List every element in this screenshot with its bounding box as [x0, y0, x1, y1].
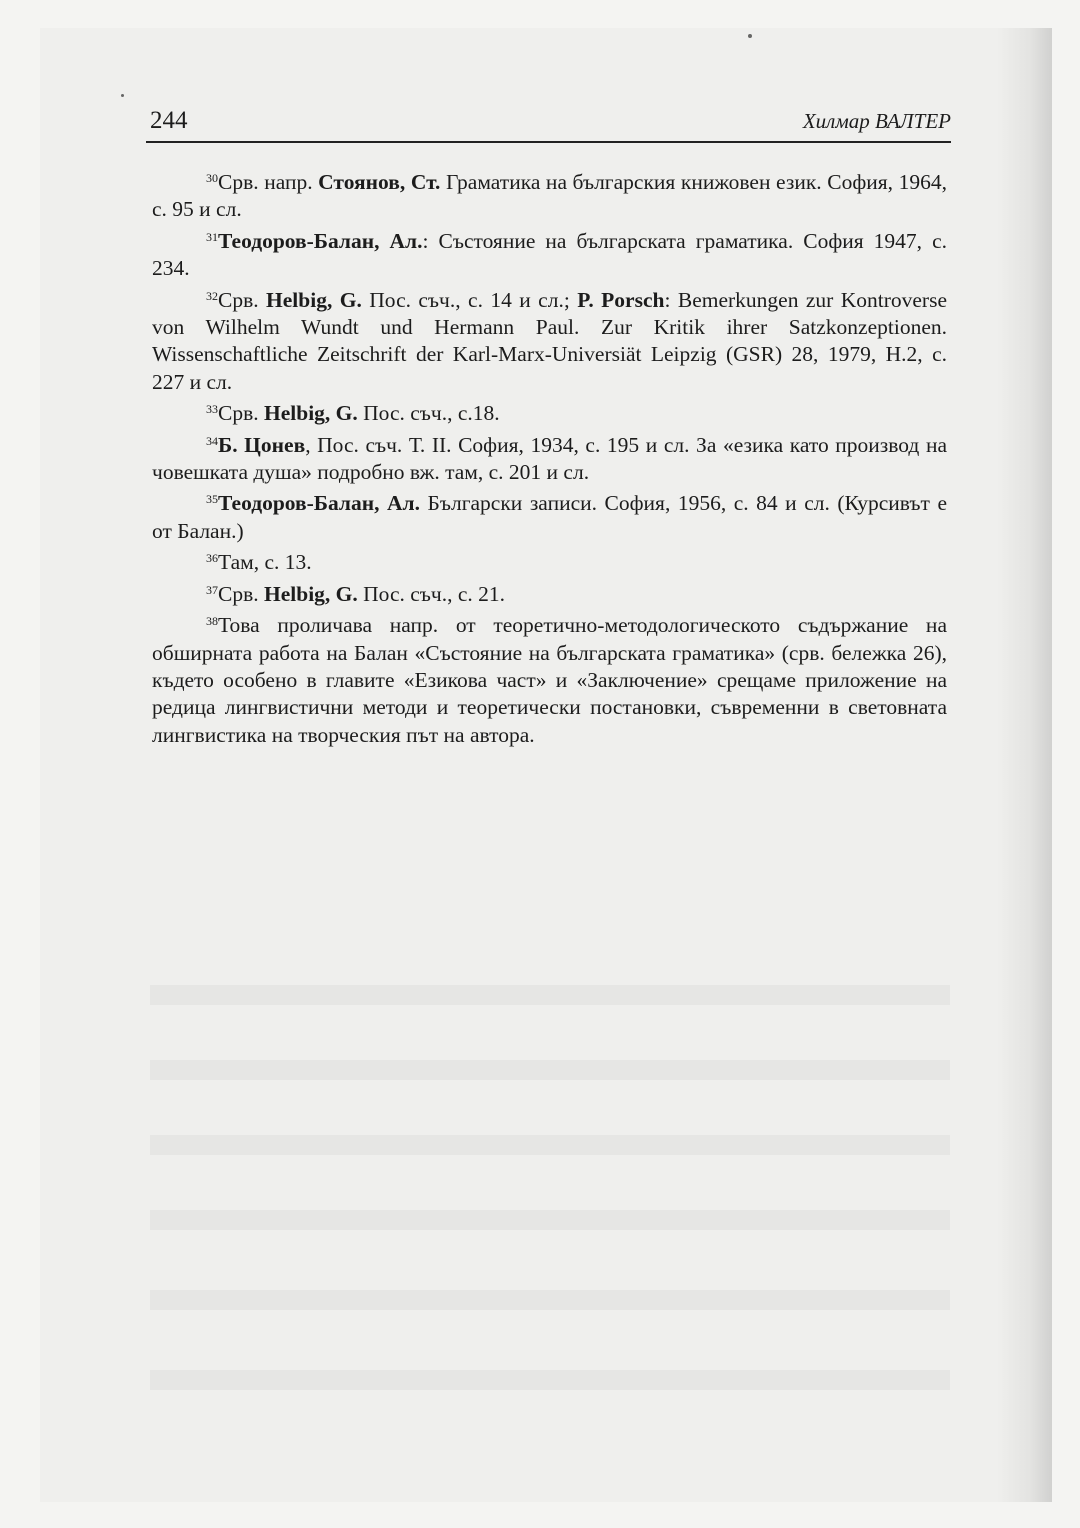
running-header: [146, 107, 951, 143]
book-spine-shadow: [997, 28, 1052, 1502]
footnote-35: $^{35}$Теодоров-Балан, Ал. Български записи. София, 1956, с. 84 и сл. (Курсивът е от Балан.): [152, 491, 947, 543]
footnote-38: $^{38}$Това проличава напр. от теоретично-методологическото съдържание на обширната работа на Балан «Състояние на българската граматика» (срв. бележка 26), където особено в главите «Езикова част» и «Заключение» срещаме приложение на редица лингвистични методи и теоретически постановки, съвременни в световната лингвистика на творческия път на автора.: [152, 613, 947, 747]
show-through-line: [150, 1290, 950, 1310]
show-through-line: [150, 1210, 950, 1230]
footnote-33: $^{33}$Срв. Helbig, G. Пос. съч., с.18.: [206, 401, 500, 426]
show-through-line: [150, 1060, 950, 1080]
footnote-31: $^{31}$Теодоров-Балан, Ал.: Състояние на българската граматика. София 1947, с. 234.: [152, 228, 947, 281]
footnote-32: $^{32}$Срв. Helbig, G. Пос. съч., с. 14 и сл.; P. Porsch: Bemerkungen zur Kontroverse von Wilhelm Wundt und Hermann Paul. Zur Kritik ihrer Satzkonzeptionen. Wissenschaftliche Zeitschrift der Karl-Marx-Universiät Leipzig (GSR) 28, 1979, H.2, с. 227 и сл.: [152, 287, 947, 394]
show-through-line: [150, 1135, 950, 1155]
running-head-author: Хилмар ВАЛТЕР: [802, 109, 951, 133]
show-through-line: [150, 1370, 950, 1390]
speck: [748, 34, 752, 38]
footnote-30: $^{30}$Срв. напр. Стоянов, Ст. Граматика на българския книжовен език. София, 1964, с. 95 и сл.: [152, 170, 948, 222]
footnotes: [152, 165, 947, 749]
speck: [121, 94, 124, 97]
page-number: 244: [150, 107, 188, 134]
footnote-36: $^{36}$Там, с. 13.: [206, 550, 312, 575]
show-through-line: [150, 985, 950, 1005]
footnote-37: $^{37}$Срв. Helbig, G. Пос. съч., с. 21.: [206, 581, 506, 606]
footnote-34: $^{34}$Б. Цонев, Пос. съч. Т. II. София, 1934, с. 195 и сл. За «езика като производ на човешката душа» подробно вж. там, с. 201 и сл.: [152, 432, 947, 485]
